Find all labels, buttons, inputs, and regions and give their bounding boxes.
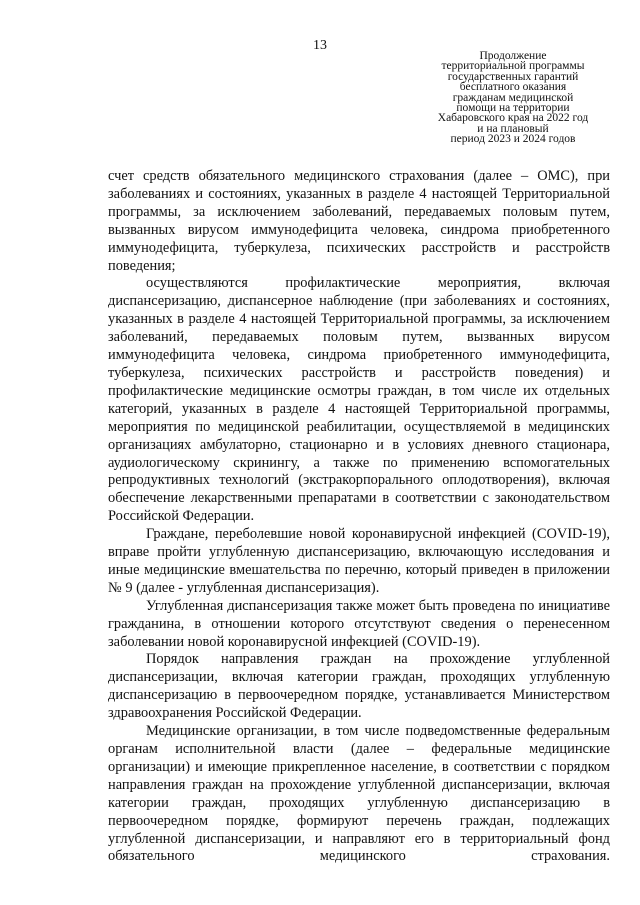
paragraph: Медицинские организации, в том числе подведомственные федеральным органам исполнительной власти (далее – федеральные медицинские организации) и имеющие прикрепленное население, в соответствии с порядком направления граждан на прохождение углубленной диспансеризации, включая категории граждан, проходящих углубленную диспансеризацию в первоочередном порядке, формируют перечень граждан, подлежащих углубленной диспансеризации, и направляют его в территориальный фонд обязательного медицинского страхования. <box>108 723 610 865</box>
page-number: 13 <box>313 38 327 53</box>
header-note-line: и на плановый <box>477 122 549 135</box>
header-note <box>428 51 598 145</box>
header-note-line: Продолжение <box>479 50 547 62</box>
header-note-line: гражданам медицинской <box>452 91 574 104</box>
paragraph: осуществляются профилактические мероприятия, включая диспансеризацию, диспансерное наблюдение (при заболеваниях и состояниях, указанных в разделе 4 настоящей Территориальной программы, за исключением заболеваний, передаваемых половым путем, вызванных вирусом иммунодефицита человека, синдрома приобретенного иммунодефицита, туберкулеза, психических расстройств и расстройств поведения) и профилактические медицинские осмотры граждан, в том числе их отдельных категорий, указанных в разделе 4 настоящей Территориальной программы, мероприятия по медицинской реабилитации, осуществляемой в медицинских организациях амбулаторно, стационарно и в условиях дневного стационара, аудиологическому скринингу, а также по применению вспомогательных репродуктивных технологий (экстракорпорального оплодотворения), включая обеспечение лекарственными препаратами в соответствии с законодательством Российской Федерации. <box>108 275 610 525</box>
paragraph: счет средств обязательного медицинского страхования (далее – ОМС), при заболеваниях и состояниях, указанных в разделе 4 настоящей Территориальной программы, за исключением заболеваний, передаваемых половым путем, вызванных вирусом иммунодефицита человека, синдрома приобретенного иммунодефицита, туберкулеза, психических расстройств и расстройств поведения; <box>108 168 610 274</box>
header-note-line: государственных гарантий <box>447 70 579 83</box>
header-note-line: помощи на территории <box>456 102 570 115</box>
paragraph: Порядок направления граждан на прохождение углубленной диспансеризации, включая категории граждан, проходящих углубленную диспансеризацию в первоочередном порядке, устанавливается Министерством здравоохранения Российской Федерации. <box>108 651 610 722</box>
header-note-line: период 2023 и 2024 годов <box>450 133 576 146</box>
header-note-line: территориальной программы <box>441 60 585 73</box>
header-note-line: Хабаровского края на 2022 год <box>437 112 589 125</box>
header-note-line: бесплатного оказания <box>459 81 567 94</box>
document-body <box>108 168 610 866</box>
paragraph: Граждане, переболевшие новой коронавирусной инфекцией (COVID-19), вправе пройти углубленную диспансеризацию, включающую исследования и иные медицинские вмешательства по перечню, который приведен в приложении № 9 (далее - углубленная диспансеризация). <box>108 526 610 596</box>
paragraph: Углубленная диспансеризация также может быть проведена по инициативе гражданина, в отношении которого отсутствуют сведения о перенесенном заболевании новой коронавирусной инфекцией (COVID-19). <box>108 597 610 650</box>
